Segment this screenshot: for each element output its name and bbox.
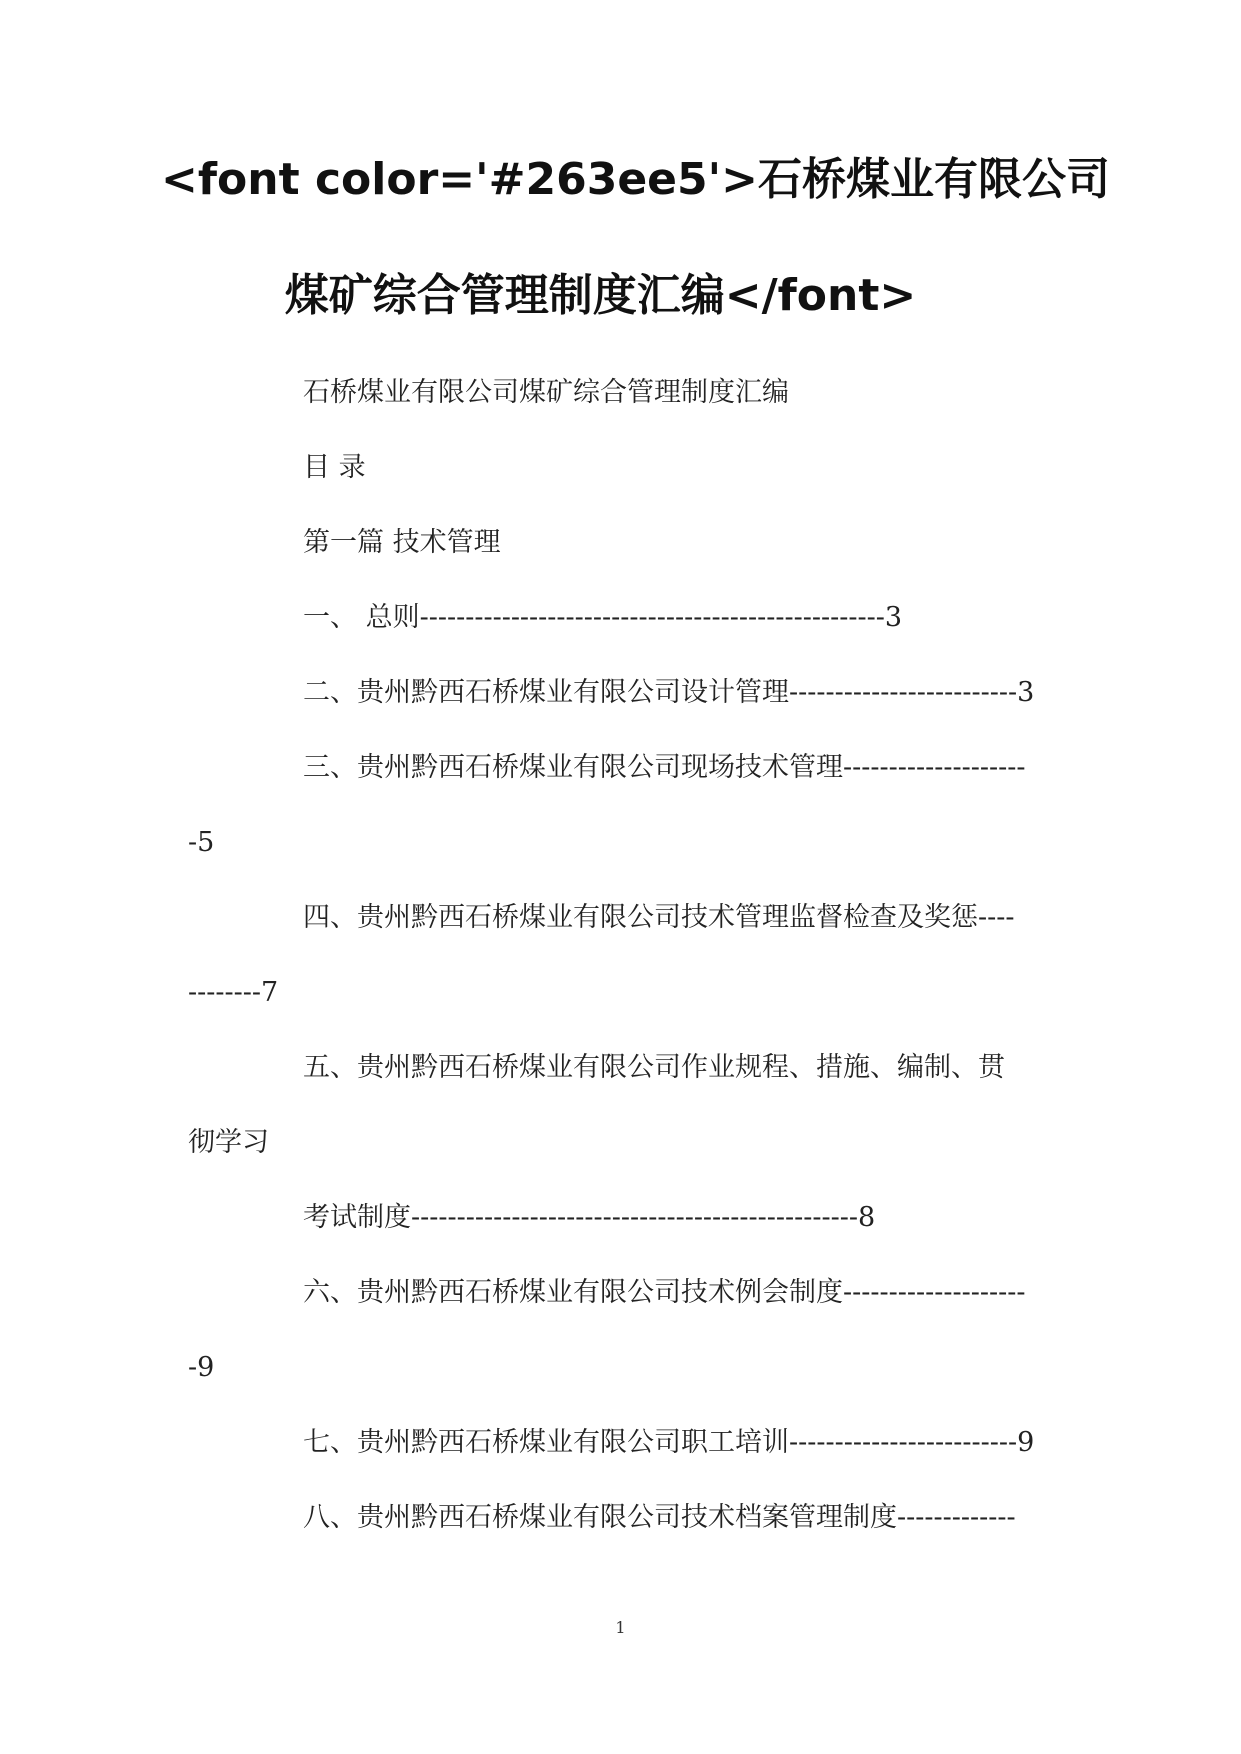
document-title-line-2: 煤矿综合管理制度汇编</font> [284, 270, 917, 321]
toc-entry: 四、贵州黔西石桥煤业有限公司技术管理监督检查及奖惩---- [303, 902, 1015, 933]
toc-entry-continuation: --------7 [188, 977, 279, 1008]
toc-entry: 七、贵州黔西石桥煤业有限公司职工培训-------------------------9 [303, 1427, 1035, 1458]
toc-entry: 五、贵州黔西石桥煤业有限公司作业规程、措施、编制、贯 [303, 1052, 1005, 1083]
toc-entry-continuation: -5 [188, 827, 215, 858]
toc-entry-continuation: 彻学习 [188, 1127, 269, 1158]
toc-heading: 目 录 [303, 452, 366, 483]
toc-entry: 二、贵州黔西石桥煤业有限公司设计管理-------------------------3 [303, 677, 1035, 708]
document-title-line-1: <font color='#263ee5'>石桥煤业有限公司 [161, 154, 1110, 205]
toc-entry: 一、 总则---------------------------------------------------3 [303, 602, 903, 633]
toc-entry: 六、贵州黔西石桥煤业有限公司技术例会制度-------------------- [303, 1277, 1026, 1308]
subtitle: 石桥煤业有限公司煤矿综合管理制度汇编 [303, 377, 789, 408]
toc-entry-continuation: -9 [188, 1352, 215, 1383]
toc-part-heading: 第一篇 技术管理 [303, 527, 501, 558]
toc-entry: 三、贵州黔西石桥煤业有限公司现场技术管理-------------------- [303, 752, 1026, 783]
toc-entry-continuation: 考试制度-------------------------------------------------8 [303, 1202, 876, 1233]
page-number: 1 [615, 1618, 626, 1637]
toc-entry: 八、贵州黔西石桥煤业有限公司技术档案管理制度------------- [303, 1502, 1016, 1533]
